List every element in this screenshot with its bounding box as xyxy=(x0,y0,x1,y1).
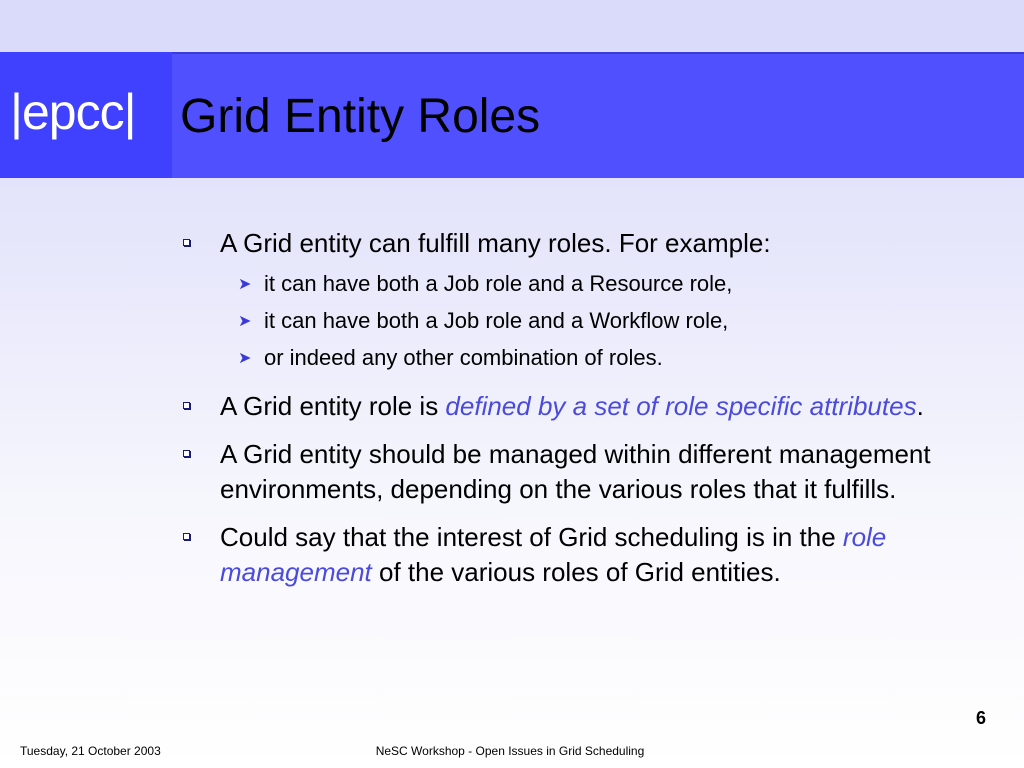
square-bullet-icon xyxy=(183,239,190,246)
bullet-text-tail: of the various roles of Grid entities. xyxy=(371,557,781,587)
sub-bullet-item-3 xyxy=(220,339,980,376)
bullet-text-lead: Could say that the interest of Grid scheduling is in the xyxy=(220,522,843,552)
sub-bullet-text: it can have both a Job role and a Resource role, xyxy=(264,271,733,296)
sub-bullet-item-1 xyxy=(220,265,980,302)
sub-bullet-item-2 xyxy=(220,302,980,339)
page-number: 6 xyxy=(975,708,986,728)
footer-date: Tuesday, 21 October 2003 xyxy=(20,744,161,758)
arrow-bullet-icon: ➤ xyxy=(238,311,252,330)
square-bullet-icon xyxy=(183,533,190,540)
square-bullet-icon xyxy=(183,402,190,409)
bullet-emphasis: defined by a set of role specific attributes xyxy=(445,391,917,421)
square-bullet-icon xyxy=(183,450,190,457)
bullet-text-tail: . xyxy=(916,391,924,421)
bullet-item-2 xyxy=(180,389,980,424)
slide-title: Grid Entity Roles xyxy=(180,90,541,143)
bullet-emphasis: role management xyxy=(220,522,887,587)
arrow-bullet-icon: ➤ xyxy=(238,274,252,293)
bullet-text: A Grid entity should be managed within different management environments, depending on the various roles that it fulfills. xyxy=(220,439,931,504)
bullet-text-lead: A Grid entity role is xyxy=(220,391,446,421)
footer-event-title: NeSC Workshop - Open Issues in Grid Scheduling xyxy=(375,744,645,758)
sub-bullet-text: or indeed any other combination of roles. xyxy=(264,345,663,370)
bullet-item-3 xyxy=(180,437,980,507)
bullet-text: A Grid entity can fulfill many roles. For example: xyxy=(220,228,771,258)
arrow-bullet-icon: ➤ xyxy=(238,348,252,367)
top-band xyxy=(0,0,1024,52)
sub-bullet-text: it can have both a Job role and a Workflow role, xyxy=(264,308,729,333)
sub-bullet-list xyxy=(220,265,980,376)
epcc-logo: |epcc| xyxy=(10,84,136,140)
bullet-item-1 xyxy=(180,226,980,376)
bullet-item-4 xyxy=(180,520,980,590)
slide-content xyxy=(180,226,980,603)
